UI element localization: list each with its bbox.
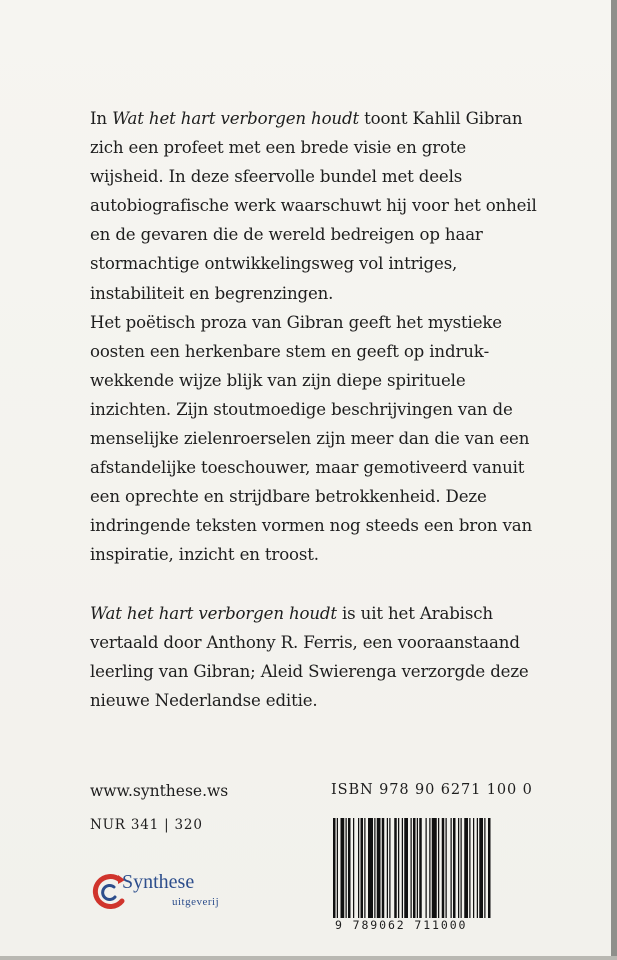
barcode-bar bbox=[402, 818, 403, 918]
barcode-bar bbox=[458, 818, 459, 918]
barcode-bar bbox=[364, 818, 365, 918]
isbn-number: ISBN 978 90 6271 100 0 bbox=[331, 782, 533, 798]
book-title-italic: Wat het hart verborgen houdt bbox=[90, 603, 337, 623]
back-cover-blurb bbox=[90, 104, 540, 715]
publisher-subtitle: uitgeverij bbox=[172, 896, 220, 908]
barcode-bar bbox=[438, 818, 439, 918]
publisher-name: Synthese bbox=[122, 871, 195, 893]
barcode-bar bbox=[469, 818, 470, 918]
barcode-bar bbox=[387, 818, 388, 918]
barcode-bar bbox=[426, 818, 427, 918]
barcode-bar bbox=[398, 818, 399, 918]
barcode-bar bbox=[413, 818, 416, 918]
barcode-bar bbox=[341, 818, 345, 918]
cover-bottom-edge bbox=[0, 956, 617, 960]
barcode-bar bbox=[464, 818, 468, 918]
barcode-bar bbox=[358, 818, 359, 918]
barcode-bar bbox=[429, 818, 430, 918]
barcode-bar bbox=[419, 818, 422, 918]
barcode-bar bbox=[361, 818, 364, 918]
barcode-bar bbox=[479, 818, 483, 918]
barcode-bar bbox=[477, 818, 478, 918]
barcode-bar bbox=[368, 818, 373, 918]
barcode-bar bbox=[337, 818, 338, 918]
publisher-logo bbox=[90, 867, 260, 917]
isbn-barcode bbox=[332, 818, 538, 918]
blurb-paragraph-2: Het poëtisch proza van Gibran geeft het mystieke oosten een herkenbare stem en geeft op indrukwekkende wijze blijk van zijn diepe spirituele inzichten. Zijn stoutmoedige beschrijvingen van de menselijke zielenroerselen zijn meer dan die van een afstandelijke toeschouwer, maar gemotiveerd vanuit een oprechte en strijdbare betrokkenheid. Deze indringende teksten vormen nog steeds een bron van inspiratie, inzicht en troost. bbox=[90, 312, 533, 565]
barcode-bar bbox=[404, 818, 408, 918]
barcode-bar bbox=[389, 818, 390, 918]
barcode-bar bbox=[417, 818, 418, 918]
barcode-bar bbox=[484, 818, 485, 918]
barcode-bar bbox=[446, 818, 447, 918]
barcode-bar bbox=[451, 818, 452, 918]
barcode-bar bbox=[461, 818, 462, 918]
barcode-bar bbox=[353, 818, 354, 918]
blurb-paragraph-3: Wat het hart verborgen houdt is uit het Arabisch vertaald door Anthony R. Ferris, een vooraanstaand leerling van Gibran; Aleid Swierenga verzorgde deze nieuwe Nederlandse editie. bbox=[90, 603, 529, 710]
barcode-bar bbox=[488, 818, 491, 918]
barcode-bar bbox=[374, 818, 375, 918]
barcode-bar bbox=[394, 818, 397, 918]
barcode-bar bbox=[432, 818, 437, 918]
barcode-bar bbox=[411, 818, 412, 918]
barcode-bar bbox=[453, 818, 456, 918]
blurb-paragraph-1: In Wat het hart verborgen houdt toont Kahlil Gibran zich een profeet met een brede visie en grote wijsheid. In deze sfeervolle bundel met deels autobiografische werk waarschuwt hij voor het onheil en de gevaren die de wereld bedreigen op haar stormachtige ontwikkelingsweg vol intriges, instabiliteit en begrenzingen. bbox=[90, 109, 537, 303]
barcode-bar bbox=[377, 818, 381, 918]
barcode-bar bbox=[382, 818, 385, 918]
barcode-digits: 9 789062 711000 bbox=[335, 918, 468, 932]
barcode-bar bbox=[333, 818, 336, 918]
publisher-website: www.synthese.ws bbox=[90, 782, 229, 800]
barcode-bar bbox=[473, 818, 474, 918]
barcode-bar bbox=[348, 818, 351, 918]
cover-edge-shadow bbox=[611, 0, 617, 960]
book-title-italic: Wat het hart verborgen houdt bbox=[112, 109, 359, 128]
barcode-bar bbox=[346, 818, 347, 918]
barcode-bar bbox=[442, 818, 445, 918]
nur-code: NUR 341 | 320 bbox=[90, 817, 203, 833]
